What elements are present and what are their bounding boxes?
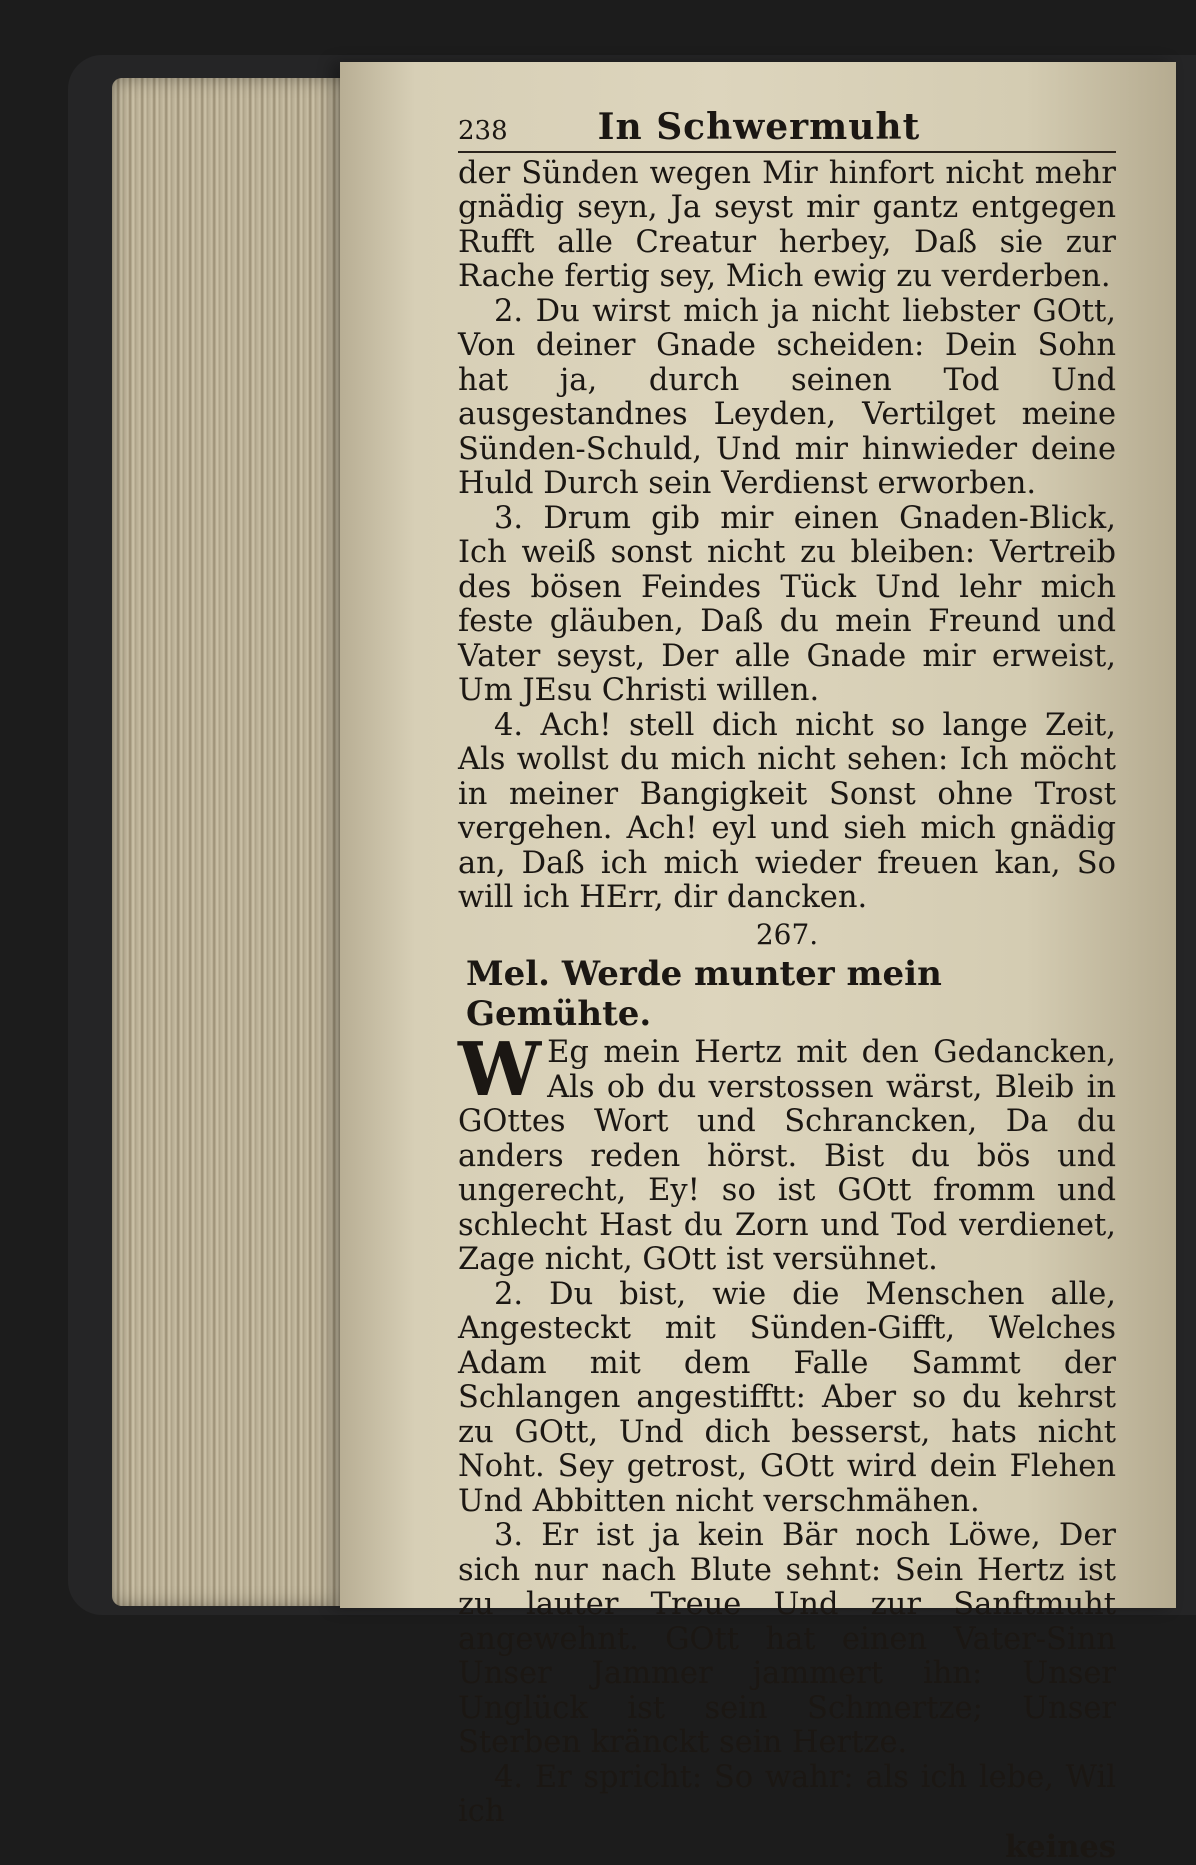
stanza-3: 3. Drum gib mir einen Gnaden-Blick, Ich weiß sonst nicht zu bleiben: Vertreib des bösen Feindes Tück Und lehr mich feste gläuben, Daß du mein Freund und Vater seyst, Der alle Gnade mir erweist, Um JEsu Christi willen. [458, 500, 1116, 708]
running-head [458, 106, 1116, 153]
drop-cap-initial: W [458, 1027, 542, 1113]
hymn-stanza-2: 2. Du bist, wie die Menschen alle, Angesteckt mit Sünden-Gifft, Welches Adam mit dem Falle Sammt der Schlangen angestifftt: Aber so du kehrst zu GOtt, Und dich besserst, hats nicht Noht. Sey getrost, GOtt wird dein Flehen Und Abbitten nicht verschmähen. [458, 1276, 1116, 1519]
hymn-number: 267. [755, 917, 819, 951]
page-number: 238 [458, 116, 508, 146]
page-text [458, 106, 1116, 1865]
hymn-stanza-4: 4. Er spricht: So wahr: als ich lebe, Wil ich [458, 1759, 1116, 1829]
running-head-title: In Schwermuht [597, 106, 921, 148]
melody-line: Mel. Werde munter mein Gemühte. [466, 954, 942, 1034]
stanza-2: 2. Du wirst mich ja nicht liebster GOtt, Von deiner Gnade scheiden: Dein Sohn hat ja, durch seinen Tod Und ausgestandnes Leyden, Vertilget meine Sünden-Schuld, Und mir hinwieder deine Huld Durch sein Verdienst erworben. [458, 293, 1116, 501]
previous-hymn-end: der Sünden wegen Mir hinfort nicht mehr gnädig seyn, Ja seyst mir gantz entgegen Rufft alle Creatur herbey, Daß sie zur Rache fertig sey, Mich ewig zu verderben. [458, 155, 1116, 294]
hymn-stanza-1-text: Eg mein Hertz mit den Gedancken, Als ob du verstossen wärst, Bleib in GOttes Wort und Schrancken, Da du anders reden hörst. Bist du bös und ungerecht, Ey! so ist GOtt fromm und schlecht Hast du Zorn und Tod verdienet, Zage nicht, GOtt ist versühnet. [458, 1035, 1116, 1277]
page-edges [112, 78, 362, 1606]
hymn-stanza-1 [458, 1027, 1116, 1278]
catchword: keines [1005, 1828, 1116, 1865]
stanza-4: 4. Ach! stell dich nicht so lange Zeit, Als wollst du mich nicht sehen: Ich möcht in meiner Bangigkeit Sonst ohne Trost vergehen. Ach! eyl und sieh mich gnädig an, Daß ich mich wieder freuen kan, So will ich HErr, dir dancken. [458, 707, 1116, 915]
hymn-stanza-3: 3. Er ist ja kein Bär noch Löwe, Der sich nur nach Blute sehnt: Sein Hertz ist zu lauter Treue Und zur Sanftmuht angewehnt. GOtt hat einen Vater-Sinn Unser Jammer jammert ihn: Unser Unglück ist sein Schmertze; Unser Sterben kränckt sein Hertze. [458, 1518, 1116, 1760]
book-page [340, 62, 1176, 1865]
